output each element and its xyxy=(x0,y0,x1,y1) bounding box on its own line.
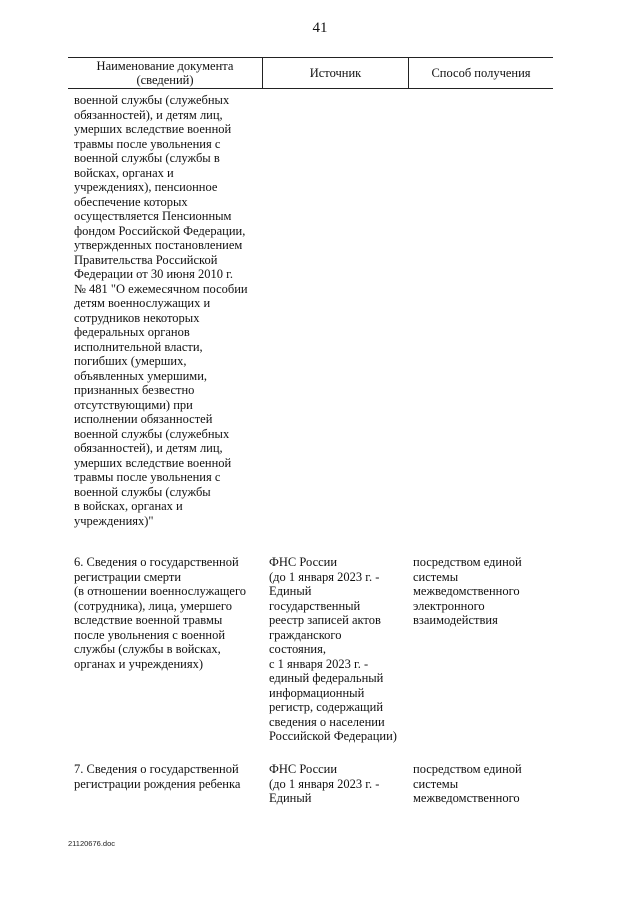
row-7-name: 7. Сведения о государственной регистрации рождения ребенка xyxy=(74,762,241,791)
row-7-source: ФНС России (до 1 января 2023 г. - Единый xyxy=(269,762,380,805)
row-7-method: посредством единой системы межведомственного xyxy=(413,762,522,805)
continuation-text: военной службы (служебных обязанностей), и детям лиц, умерших вследствие военной травмы после увольнения с военной службы (службы в войсках, органах и учреждениях), пенсионное обеспечение которых осуществляется Пенсионным фондом Российской Федерации, утвержденных постановлением Правительства Российской Федерации от 30 июня 2010 г. № 481 "О ежемесячном пособии детям военнослужащих и сотрудников некоторых федеральных органов исполнительной власти, погибших (умерших, объявленных умершими, признанных безвестно отсутствующими) при исполнении обязанностей военной службы (служебных обязанностей), и детям лиц, умерших вследствие военной травмы после увольнения с военной службы (службы в войсках, органах и учреждениях)" xyxy=(74,93,248,528)
row-6-name: 6. Сведения о государственной регистрации смерти (в отношении военнослужащего (сотрудника), лица, умершего вследствие военной травмы после увольнения с военной службы (службы в войсках, органах и учреждениях) xyxy=(74,555,247,671)
header-source-text: Источник xyxy=(309,66,362,80)
header-source xyxy=(263,58,409,88)
page-number: 41 xyxy=(312,20,328,36)
header-method-text: Способ получения xyxy=(431,66,531,80)
footer-doc-code: 21120676.doc xyxy=(68,839,115,848)
header-document-name-text: Наименование документа (сведений) xyxy=(96,59,234,87)
table-header xyxy=(68,57,553,89)
row-6-source: ФНС России (до 1 января 2023 г. - Единый государственный реестр записей актов гражданского состояния, с 1 января 2023 г. - единый федеральный информационный регистр, содержащий сведения о населении Российской Федерации) xyxy=(269,555,397,743)
header-method xyxy=(409,58,553,88)
row-6-method: посредством единой системы межведомственного электронного взаимодействия xyxy=(413,555,522,627)
header-document-name xyxy=(68,58,263,88)
